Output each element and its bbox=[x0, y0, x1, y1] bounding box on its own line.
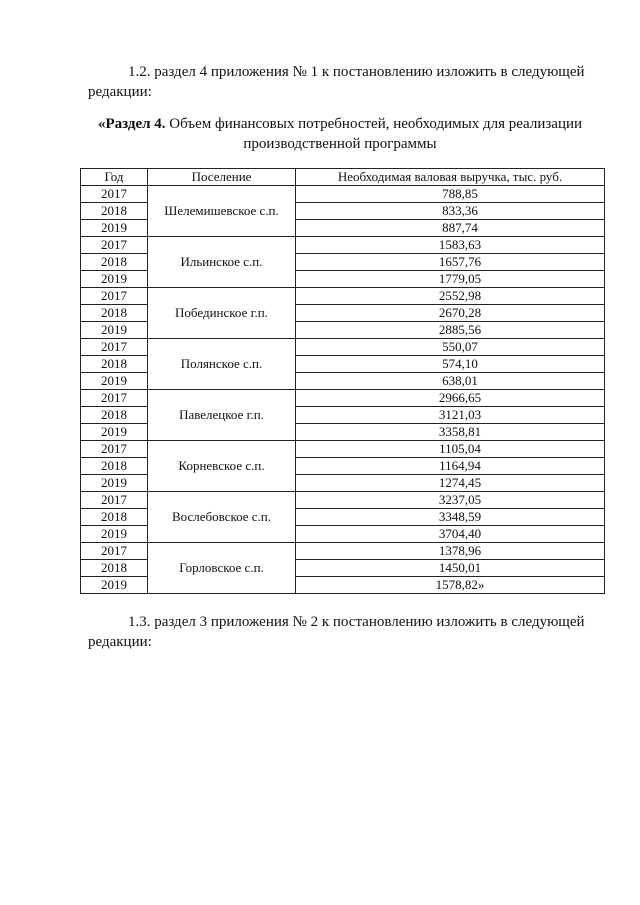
value-cell bbox=[296, 441, 605, 458]
table-header-row bbox=[81, 169, 605, 186]
year-cell: 2019 bbox=[81, 475, 148, 492]
table-row bbox=[81, 186, 605, 203]
settlement-cell: Побединское г.п. bbox=[148, 288, 296, 339]
value-cell bbox=[296, 271, 605, 288]
value-text: 833,36 bbox=[442, 203, 478, 218]
header-value: Необходимая валовая выручка, тыс. руб. bbox=[296, 169, 605, 186]
table-row bbox=[81, 237, 605, 254]
section-heading bbox=[80, 114, 600, 154]
intro-line2: редакции: bbox=[88, 84, 152, 100]
value-text: 2670,28 bbox=[438, 305, 482, 320]
value-cell bbox=[296, 373, 605, 390]
value-text: 3358,81 bbox=[438, 424, 482, 439]
table-row bbox=[81, 339, 605, 356]
value-cell bbox=[296, 237, 605, 254]
value-cell bbox=[296, 424, 605, 441]
year-cell: 2017 bbox=[81, 543, 148, 560]
intro-paragraph bbox=[88, 62, 600, 102]
value-text: 3121,03 bbox=[438, 407, 482, 422]
value-text: 1583,63 bbox=[438, 237, 482, 252]
value-cell bbox=[296, 458, 605, 475]
year-cell: 2018 bbox=[81, 254, 148, 271]
settlement-cell: Полянское с.п. bbox=[148, 339, 296, 390]
revenue-table-wrapper bbox=[80, 168, 605, 594]
outro-paragraph bbox=[88, 612, 600, 652]
value-text: 1105,04 bbox=[439, 441, 481, 456]
value-text: 3348,59 bbox=[438, 509, 482, 524]
year-cell: 2018 bbox=[81, 407, 148, 424]
value-text: 550,07 bbox=[442, 339, 478, 354]
value-cell bbox=[296, 526, 605, 543]
year-cell: 2017 bbox=[81, 492, 148, 509]
settlement-cell: Горловское с.п. bbox=[148, 543, 296, 594]
heading-bold: «Раздел 4. bbox=[97, 116, 166, 132]
value-text: 1779,05 bbox=[438, 271, 482, 286]
table-row bbox=[81, 390, 605, 407]
year-cell: 2018 bbox=[81, 203, 148, 220]
value-cell bbox=[296, 288, 605, 305]
year-cell: 2019 bbox=[81, 373, 148, 390]
value-text: 1378,96 bbox=[438, 543, 482, 558]
year-cell: 2017 bbox=[81, 288, 148, 305]
year-cell: 2019 bbox=[81, 577, 148, 594]
year-cell: 2019 bbox=[81, 424, 148, 441]
table-body bbox=[81, 186, 605, 594]
year-cell: 2018 bbox=[81, 560, 148, 577]
table-row bbox=[81, 543, 605, 560]
value-cell bbox=[296, 475, 605, 492]
value-text: 1578,82» bbox=[435, 577, 485, 592]
year-cell: 2018 bbox=[81, 356, 148, 373]
value-text: 1450,01 bbox=[438, 560, 482, 575]
year-cell: 2017 bbox=[81, 441, 148, 458]
value-cell bbox=[296, 560, 605, 577]
value-text: 3704,40 bbox=[438, 526, 482, 541]
outro-line2: редакции: bbox=[88, 634, 152, 650]
outro-line1: 1.3. раздел 3 приложения № 2 к постановлению изложить в следующей bbox=[128, 614, 585, 630]
year-cell: 2019 bbox=[81, 526, 148, 543]
intro-line1: 1.2. раздел 4 приложения № 1 к постановлению изложить в следующей bbox=[128, 64, 585, 80]
heading-rest: Объем финансовых потребностей, необходимых для реализации bbox=[165, 116, 583, 132]
header-year: Год bbox=[81, 169, 148, 186]
settlement-cell: Шелемишевское с.п. bbox=[148, 186, 296, 237]
value-cell bbox=[296, 356, 605, 373]
settlement-cell: Вослебовское с.п. bbox=[148, 492, 296, 543]
value-cell bbox=[296, 322, 605, 339]
value-cell bbox=[296, 203, 605, 220]
year-cell: 2019 bbox=[81, 220, 148, 237]
value-text: 2552,98 bbox=[438, 288, 482, 303]
table-row bbox=[81, 288, 605, 305]
value-text: 638,01 bbox=[442, 373, 478, 388]
year-cell: 2018 bbox=[81, 458, 148, 475]
value-cell bbox=[296, 339, 605, 356]
value-cell bbox=[296, 543, 605, 560]
value-text: 788,85 bbox=[442, 186, 478, 201]
value-text: 574,10 bbox=[442, 356, 478, 371]
value-cell bbox=[296, 390, 605, 407]
year-cell: 2017 bbox=[81, 390, 148, 407]
year-cell: 2019 bbox=[81, 271, 148, 288]
value-text: 2885,56 bbox=[438, 322, 482, 337]
value-text: 887,74 bbox=[442, 220, 478, 235]
value-cell bbox=[296, 509, 605, 526]
value-text: 1274,45 bbox=[438, 475, 482, 490]
year-cell: 2018 bbox=[81, 305, 148, 322]
value-cell bbox=[296, 254, 605, 271]
revenue-table bbox=[80, 168, 605, 594]
year-cell: 2017 bbox=[81, 339, 148, 356]
value-cell bbox=[296, 577, 605, 594]
year-cell: 2017 bbox=[81, 186, 148, 203]
year-cell: 2019 bbox=[81, 322, 148, 339]
settlement-cell: Ильинское с.п. bbox=[148, 237, 296, 288]
heading-line2: производственной программы bbox=[243, 136, 437, 152]
value-text: 1657,76 bbox=[438, 254, 482, 269]
value-text: 1164,94 bbox=[439, 458, 481, 473]
value-text: 2966,65 bbox=[438, 390, 482, 405]
header-settlement: Поселение bbox=[148, 169, 296, 186]
year-cell: 2018 bbox=[81, 509, 148, 526]
value-cell bbox=[296, 492, 605, 509]
value-cell bbox=[296, 220, 605, 237]
table-row bbox=[81, 492, 605, 509]
value-text: 3237,05 bbox=[438, 492, 482, 507]
year-cell: 2017 bbox=[81, 237, 148, 254]
value-cell bbox=[296, 305, 605, 322]
value-cell bbox=[296, 186, 605, 203]
settlement-cell: Павелецкое г.п. bbox=[148, 390, 296, 441]
settlement-cell: Корневское с.п. bbox=[148, 441, 296, 492]
table-row bbox=[81, 441, 605, 458]
value-cell bbox=[296, 407, 605, 424]
